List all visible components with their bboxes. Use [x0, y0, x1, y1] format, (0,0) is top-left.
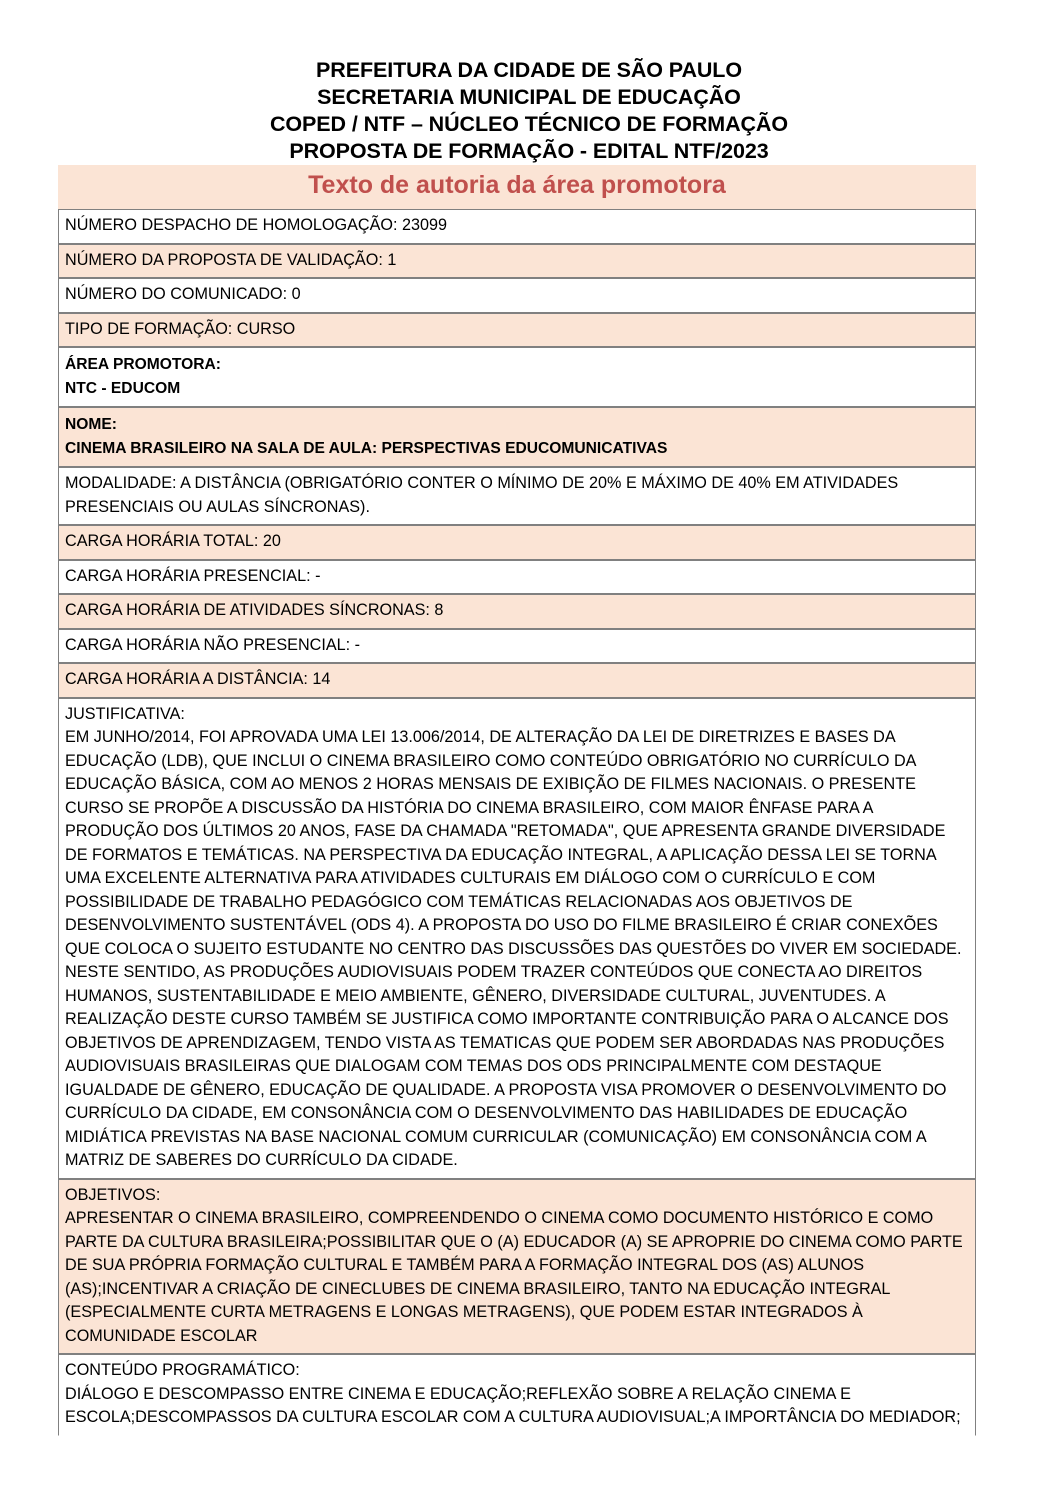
- objetivos-label: OBJETIVOS:: [65, 1185, 161, 1204]
- field-carga-presencial: CARGA HORÁRIA PRESENCIAL: -: [58, 560, 976, 595]
- row-carga-sincronas: [58, 594, 976, 629]
- header-line-2: SECRETARIA MUNICIPAL DE EDUCAÇÃO: [317, 85, 741, 109]
- area-promotora-label: ÁREA PROMOTORA:: [65, 356, 221, 373]
- conteudo-text: DIÁLOGO E DESCOMPASSO ENTRE CINEMA E EDUCAÇÃO;REFLEXÃO SOBRE A RELAÇÃO CINEMA E ESCOLA;DESCOMPASSOS DA CULTURA ESCOLAR COM A CULTURA AUDIOVISUAL;A IMPORTÂNCIA DO MEDIADOR;: [65, 1384, 961, 1426]
- field-nome: [58, 407, 976, 467]
- conteudo-label: CONTEÚDO PROGRAMÁTICO:: [65, 1361, 300, 1379]
- row-despacho-homologacao: [58, 209, 976, 244]
- field-objetivos: [58, 1179, 976, 1355]
- field-conteudo-programatico: [58, 1354, 976, 1436]
- field-modalidade: MODALIDADE: A DISTÂNCIA (OBRIGATÓRIO CONTER O MÍNIMO DE 20% E MÁXIMO DE 40% EM ATIVIDADES PRESENCIAIS OU AULAS SÍNCRONAS).: [58, 467, 976, 525]
- row-carga-total: [58, 525, 976, 560]
- row-modalidade: [58, 467, 976, 525]
- nome-label: NOME:: [65, 416, 117, 433]
- row-area-promotora: [58, 347, 976, 407]
- row-carga-distancia: [58, 663, 976, 698]
- proposta-form-table: [58, 165, 976, 1436]
- row-comunicado: [58, 278, 976, 313]
- header-line-1: PREFEITURA DA CIDADE DE SÃO PAULO: [316, 58, 742, 82]
- field-carga-nao-presencial: CARGA HORÁRIA NÃO PRESENCIAL: -: [58, 629, 976, 664]
- row-tipo-formacao: [58, 313, 976, 348]
- row-carga-presencial: [58, 560, 976, 595]
- row-justificativa: [58, 698, 976, 1179]
- justificativa-text: EM JUNHO/2014, FOI APROVADA UMA LEI 13.006/2014, DE ALTERAÇÃO DA LEI DE DIRETRIZES E BASES DA EDUCAÇÃO (LDB), QUE INCLUI O CINEMA BRASILEIRO COMO CONTEÚDO OBRIGATÓRIO NO CURRÍCULO DA EDUCAÇÃO BÁSICA, COM AO MENOS 2 HORAS MENSAIS DE EXIBIÇÃO DE FILMES NACIONAIS. O PRESENTE CURSO SE PROPÕE A DISCUSSÃO DA HISTÓRIA DO CINEMA BRASILEIRO, COM MAIOR ÊNFASE PARA A PRODUÇÃO DOS ÚLTIMOS 20 ANOS, FASE DA CHAMADA "RETOMADA", QUE APRESENTA GRANDE DIVERSIDADE DE FORMATOS E TEMÁTICAS. NA PERSPECTIVA DA EDUCAÇÃO INTEGRAL, A APLICAÇÃO DESSA LEI SE TORNA UMA EXCELENTE ALTERNATIVA PARA ATIVIDADES CULTURAIS EM DIÁLOGO COM O CURRÍCULO E COM POSSIBILIDADE DE TRABALHO PEDAGÓGICO COM TEMÁTICAS RELACIONADAS AOS OBJETIVOS DE DESENVOLVIMENTO SUSTENTÁVEL (ODS 4). A PROPOSTA DO USO DO FILME BRASILEIRO É CRIAR CONEXÕES QUE COLOCA O SUJEITO ESTUDANTE NO CENTRO DAS DISCUSSÕES DAS QUESTÕES DO VIVER EM SOCIEDADE. NESTE SENTIDO, AS PRODUÇÕES AUDIOVISUAIS PODEM TRAZER CONTEÚDOS QUE CONECTA AO DIREITOS HUMANOS, SUSTENTABILIDADE E MEIO AMBIENTE, GÊNERO, DIVERSIDADE CULTURAL, JUVENTUDES. A REALIZAÇÃO DESTE CURSO TAMBÉM SE JUSTIFICA COMO IMPORTANTE CONTRIBUIÇÃO PARA O ALCANCE DOS OBJETIVOS DE APRENDIZAGEM, TENDO VISTA AS TEMATICAS QUE PODEM SER ABORDADAS NAS PRODUÇÕES AUDIOVISUAIS BRASILEIRAS QUE DIALOGAM COM TEMAS DOS ODS PRINCIPALMENTE COM DESTAQUE IGUALDADE DE GÊNERO, EDUCAÇÃO DE QUALIDADE. A PROPOSTA VISA PROMOVER O DESENVOLVIMENTO DO CURRÍCULO DA CIDADE, EM CONSONÂNCIA COM O DESENVOLVIMENTO DAS HABILIDADES DE EDUCAÇÃO MIDIÁTICA PREVISTAS NA BASE NACIONAL COMUM CURRICULAR (COMUNICAÇÃO) EM CONSONÂNCIA COM A MATRIZ DE SABERES DO CURRÍCULO DA CIDADE.: [65, 728, 962, 1169]
- row-objetivos: [58, 1179, 976, 1355]
- banner-title: Texto de autoria da área promotora: [308, 171, 726, 199]
- row-conteudo-programatico: [58, 1354, 976, 1436]
- header-line-3: COPED / NTF – NÚCLEO TÉCNICO DE FORMAÇÃO: [270, 112, 788, 136]
- justificativa-label: JUSTIFICATIVA:: [65, 704, 185, 723]
- field-carga-distancia: CARGA HORÁRIA A DISTÂNCIA: 14: [58, 663, 976, 698]
- row-nome: [58, 407, 976, 467]
- nome-value: CINEMA BRASILEIRO NA SALA DE AULA: PERSPECTIVAS EDUCOMUNICATIVAS: [65, 439, 668, 457]
- objetivos-text: APRESENTAR O CINEMA BRASILEIRO, COMPREENDENDO O CINEMA COMO DOCUMENTO HISTÓRICO E COMO PARTE DA CULTURA BRASILEIRA;POSSIBILITAR QUE O (A) EDUCADOR (A) SE APROPRIE DO CINEMA COMO PARTE DE SUA PRÓPRIA FORMAÇÃO CULTURAL E TAMBÉM PARA A FORMAÇÃO INTEGRAL DOS (AS) ALUNOS (AS);INCENTIVAR A CRIAÇÃO DE CINECLUBES DE CINEMA BRASILEIRO, TANTO NA EDUCAÇÃO INTEGRAL (ESPECIALMENTE CURTA METRAGENS E LONGAS METRAGENS), QUE PODEM ESTAR INTEGRADOS À COMUNIDADE ESCOLAR: [65, 1209, 963, 1345]
- field-proposta-validacao: NÚMERO DA PROPOSTA DE VALIDAÇÃO: 1: [58, 244, 976, 279]
- field-area-promotora: [58, 347, 976, 407]
- field-comunicado: NÚMERO DO COMUNICADO: 0: [58, 278, 976, 313]
- document-header: [0, 0, 1058, 165]
- field-carga-total: CARGA HORÁRIA TOTAL: 20: [58, 525, 976, 560]
- field-carga-sincronas: CARGA HORÁRIA DE ATIVIDADES SÍNCRONAS: 8: [58, 594, 976, 629]
- banner-row: [58, 165, 976, 209]
- header-line-4: PROPOSTA DE FORMAÇÃO - EDITAL NTF/2023: [289, 139, 769, 163]
- row-carga-nao-presencial: [58, 629, 976, 664]
- field-despacho-homologacao: NÚMERO DESPACHO DE HOMOLOGAÇÃO: 23099: [58, 209, 976, 244]
- field-justificativa: [58, 698, 976, 1179]
- row-proposta-validacao: [58, 244, 976, 279]
- area-promotora-value: NTC - EDUCOM: [65, 379, 181, 397]
- banner-cell: [58, 165, 976, 209]
- field-tipo-formacao: TIPO DE FORMAÇÃO: CURSO: [58, 313, 976, 348]
